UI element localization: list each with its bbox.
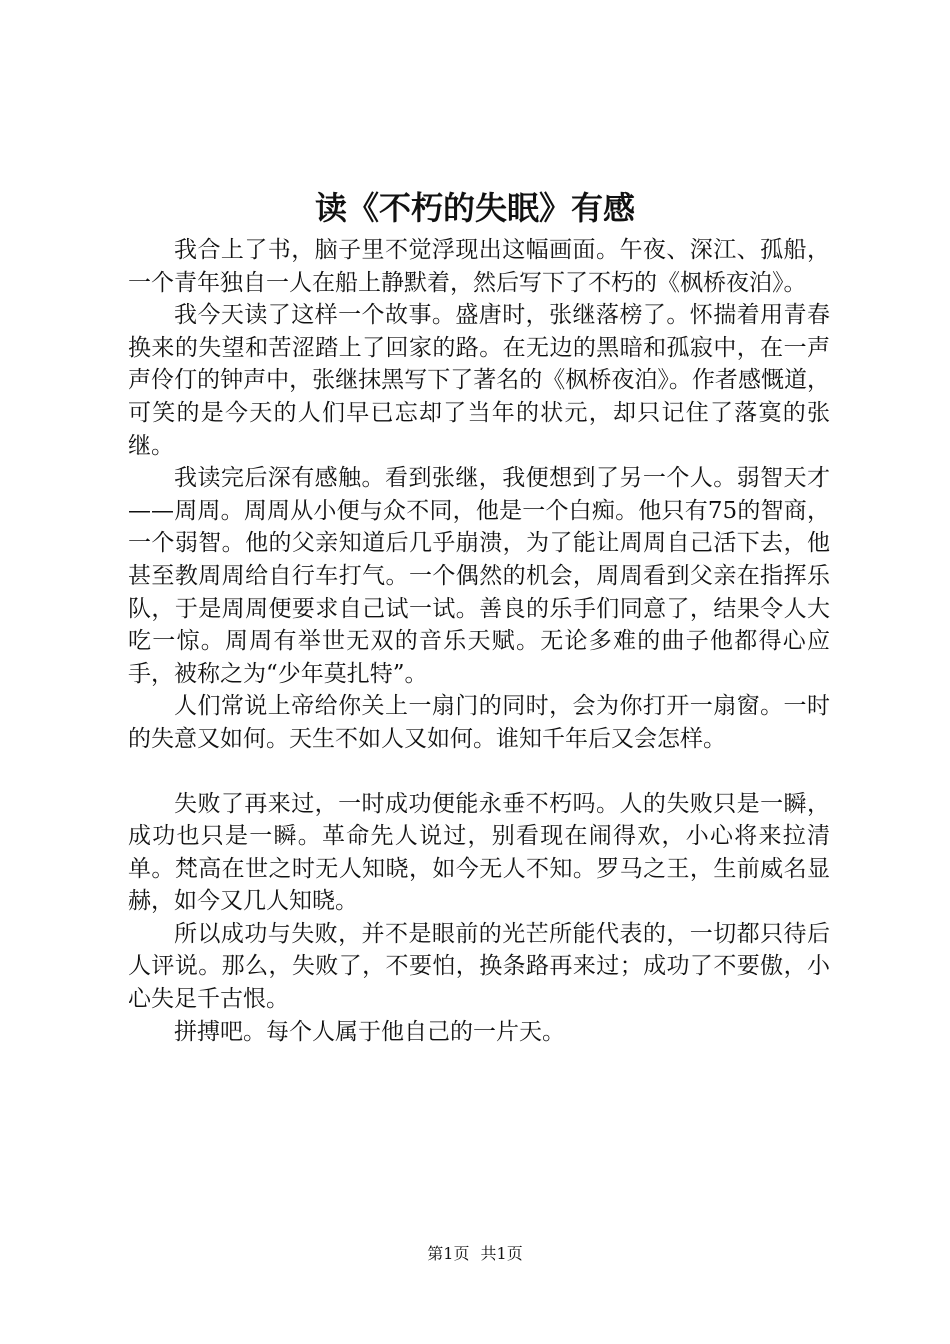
paragraph-6: 所以成功与失败，并不是眼前的光芒所能代表的，一切都只待后人评说。那么，失败了，不要怕，换条路再来过；成功了不要傲，小心失足千古恨。 xyxy=(128,920,830,1013)
document-body xyxy=(128,234,830,1048)
page-footer xyxy=(0,1243,950,1265)
paragraph-2: 我今天读了这样一个故事。盛唐时，张继落榜了。怀揣着用青春换来的失望和苦涩踏上了回家的路。在无边的黑暗和孤寂中，在一声声伶仃的钟声中，张继抹黑写下了著名的《枫桥夜泊》。作者感慨道，可笑的是今天的人们早已忘却了当年的状元，却只记住了落寞的张继。 xyxy=(128,302,830,459)
paragraph-3: 我读完后深有感触。看到张继，我便想到了另一个人。弱智天才——周周。周周从小便与众不同，他是一个白痴。他只有75的智商，一个弱智。他的父亲知道后几乎崩溃，为了能让周周自己活下去，他甚至教周周给自行车打气。一个偶然的机会，周周看到父亲在指挥乐队，于是周周便要求自己试一试。善良的乐手们同意了，结果令人大吃一惊。周周有举世无双的音乐天赋。无论多难的曲子他都得心应手，被称之为“少年莫扎特”。 xyxy=(128,465,830,687)
paragraph-4: 人们常说上帝给你关上一扇门的同时，会为你打开一扇窗。一时的失意又如何。天生不如人又如何。谁知千年后又会怎样。 xyxy=(128,693,830,752)
document-title: 读《不朽的失眠》有感 xyxy=(314,189,635,227)
paragraph-1: 我合上了书，脑子里不觉浮现出这幅画面。午夜、深江、孤船，一个青年独自一人在船上静默着，然后写下了不朽的《枫桥夜泊》。 xyxy=(128,237,830,296)
paragraph-7: 拼搏吧。每个人属于他自己的一片天。 xyxy=(174,1018,565,1045)
paragraph-5: 失败了再来过，一时成功便能永垂不朽吗。人的失败只是一瞬，成功也只是一瞬。革命先人说过，别看现在闹得欢，小心将来拉清单。梵高在世之时无人知晓，如今无人不知。罗马之王，生前威名显赫，如今又几人知晓。 xyxy=(128,790,830,915)
page-number: 第1页 xyxy=(427,1244,470,1263)
page-total: 共1页 xyxy=(480,1244,523,1263)
